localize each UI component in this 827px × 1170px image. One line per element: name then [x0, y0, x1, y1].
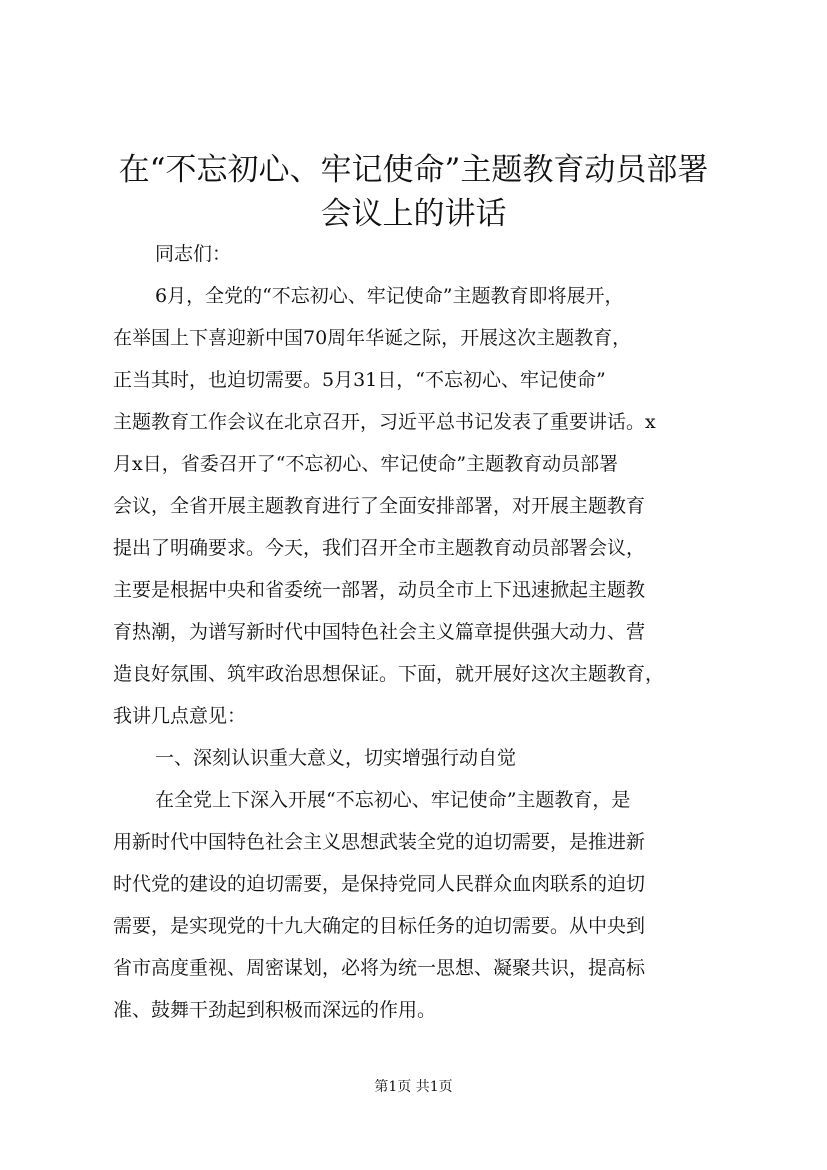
paragraph-line: 时代党的建设的迫切需要，是保持党同人民群众血肉联系的迫切 [113, 873, 646, 895]
salutation: 同志们： [155, 243, 232, 265]
paragraph-line: 我讲几点意见： [113, 705, 247, 727]
document-title-line-1: 在“不忘初心、牢记使命”主题教育动员部署 [118, 152, 709, 188]
paragraph-line: 提出了明确要求。今天，我们召开全市主题教育动员部署会议， [113, 537, 646, 559]
paragraph-line: 用新时代中国特色社会主义思想武装全党的迫切需要，是推进新 [113, 831, 646, 853]
paragraph-line: 需要，是实现党的十九大确定的目标任务的迫切需要。从中央到 [113, 915, 646, 937]
document-body [113, 233, 735, 1031]
page-number-footer: 第1页 共1页 [374, 1079, 453, 1095]
paragraph-line: 省市高度重视、周密谋划，必将为统一思想、凝聚共识，提高标 [113, 957, 646, 979]
paragraph-line: 主要是根据中央和省委统一部署，动员全市上下迅速掀起主题教 [113, 579, 646, 601]
paragraph-line: 6月，全党的“不忘初心、牢记使命”主题教育即将展开， [155, 285, 624, 307]
paragraph-line: 主题教育工作会议在北京召开，习近平总书记发表了重要讲话。x [113, 411, 656, 433]
paragraph-line: 在全党上下深入开展“不忘初心、牢记使命”主题教育，是 [155, 789, 631, 811]
paragraph-line: 正当其时，也迫切需要。5月31日，“不忘初心、牢记使命” [113, 369, 606, 391]
document-title-line-2: 会议上的讲话 [320, 196, 507, 232]
paragraph-line: 会议，全省开展主题教育进行了全面安排部署，对开展主题教育 [113, 495, 646, 517]
section-heading: 一、深刻认识重大意义，切实增强行动自觉 [155, 747, 517, 769]
paragraph-line: 造良好氛围、筑牢政治思想保证。下面，就开展好这次主题教育， [113, 663, 665, 685]
paragraph-line: 在举国上下喜迎新中国70周年华诞之际，开展这次主题教育， [113, 327, 632, 349]
paragraph-line: 准、鼓舞干劲起到积极而深远的作用。 [113, 999, 437, 1021]
paragraph-line: 育热潮，为谱写新时代中国特色社会主义篇章提供强大动力、营 [113, 621, 646, 643]
paragraph-line: 月x日，省委召开了“不忘初心、牢记使命”主题教育动员部署 [113, 453, 619, 475]
